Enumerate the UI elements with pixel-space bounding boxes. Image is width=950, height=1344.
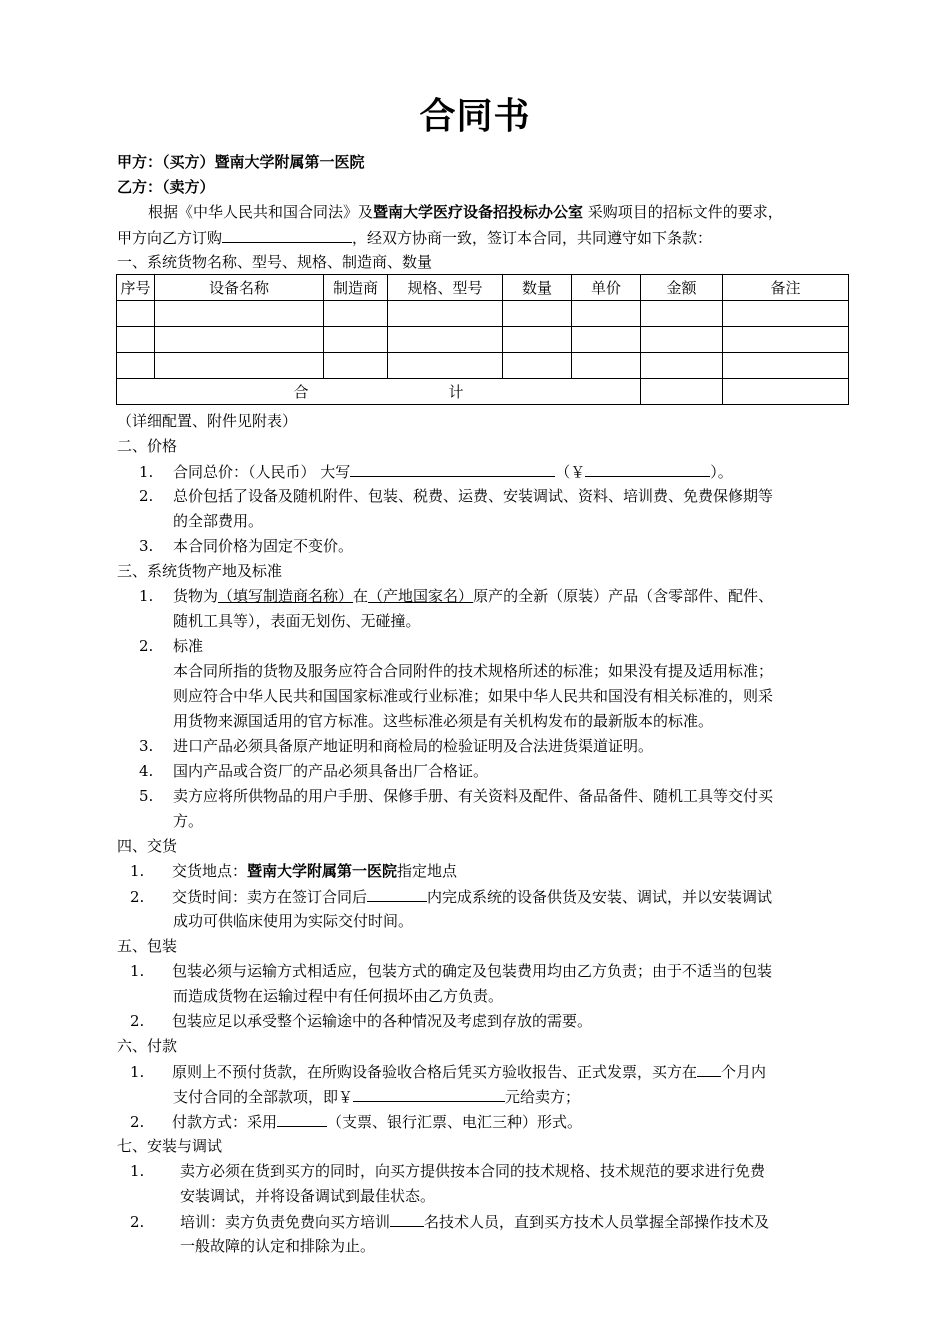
price-item-2: 2. 总价包括了设备及随机附件、包装、税费、运费、安装调试、资料、培训费、免费保修期等	[139, 487, 774, 505]
install-item-1-cont: 安装调试，并将设备调试到最佳状态。	[180, 1187, 436, 1205]
payment-amount-blank	[353, 1086, 505, 1102]
packing-item-2: 2. 包装应足以承受整个运输途中的各种情况及考虑到存放的需要。	[130, 1012, 593, 1030]
origin-item-2: 2. 标准	[139, 637, 204, 655]
intro-line-1: 根据《中华人民共和国合同法》及暨南大学医疗设备招投标办公室 采购项目的招标文件的要求，	[148, 203, 783, 221]
trainees-blank	[390, 1211, 424, 1227]
origin-item-4: 4. 国内产品或合资厂的产品必须具备出厂合格证。	[139, 762, 489, 780]
column-header: 制造商	[324, 275, 388, 301]
section-6-heading: 六、付款	[117, 1037, 178, 1055]
page-title: 合同书	[419, 96, 531, 137]
months-blank	[697, 1061, 721, 1077]
section-2-heading: 二、价格	[117, 437, 178, 455]
party-a: 甲方：（买方）暨南大学附属第一医院	[117, 153, 365, 171]
section-1-heading: 一、系统货物名称、型号、规格、制造商、数量	[117, 253, 433, 271]
payment-item-2: 2. 付款方式：采用 （支票、银行汇票、电汇三种）形式。	[130, 1113, 583, 1131]
install-item-2-cont: 一般故障的认定和排除为止。	[180, 1237, 376, 1255]
payment-method-blank	[277, 1111, 327, 1127]
origin-item-3: 3. 进口产品必须具备原产地证明和商检局的检验证明及合法进货渠道证明。	[139, 737, 654, 755]
party-b: 乙方：（卖方）	[117, 178, 215, 196]
table-row	[117, 327, 849, 353]
table-note: （详细配置、附件见附表）	[117, 412, 298, 430]
intro-line-2: 甲方向乙方订购 ，经双方协商一致，签订本合同，共同遵守如下条款：	[117, 229, 713, 247]
payment-item-1-cont: 支付合同的全部款项，即￥ 元给卖方；	[173, 1088, 581, 1106]
section-5-heading: 五、包装	[117, 937, 178, 955]
price-item-1: 1. 合同总价：（人民币） 大写 （￥ ）。	[139, 463, 733, 481]
price-item-2-cont: 的全部费用。	[173, 512, 264, 530]
section-7-heading: 七、安装与调试	[117, 1137, 223, 1155]
origin-item-1: 1. 货物为（填写制造商名称）在（产地国家名）原产的全新（原装）产品（含零部件、配件、	[139, 587, 774, 605]
delivery-item-1: 1. 交货地点：暨南大学附属第一医院指定地点	[130, 862, 458, 880]
amount-words-blank	[350, 461, 555, 477]
amount-number-blank	[585, 461, 710, 477]
section-4-heading: 四、交货	[117, 837, 178, 855]
table-total-row	[117, 379, 849, 405]
column-header: 备注	[723, 275, 849, 301]
table-row	[117, 301, 849, 327]
price-item-3: 3. 本合同价格为固定不变价。	[139, 537, 354, 555]
standard-line-1: 本合同所指的货物及服务应符合合同附件的技术规格所述的标准；如果没有提及适用标准；	[173, 662, 774, 680]
column-header: 规格、型号	[388, 275, 503, 301]
delivery-item-2-cont: 成功可供临床使用为实际交付时间。	[173, 912, 414, 930]
column-header: 序号	[117, 275, 155, 301]
packing-item-1-cont: 而造成货物在运输过程中有任何损坏由乙方负责。	[173, 987, 504, 1005]
install-item-1: 1. 卖方必须在货到买方的同时，向买方提供按本合同的技术规格、技术规范的要求进行免费	[130, 1162, 766, 1180]
payment-item-1: 1. 原则上不预付货款，在所购设备验收合格后凭买方验收报告、正式发票，买方在 个月内	[130, 1063, 767, 1081]
column-header: 数量	[503, 275, 572, 301]
order-blank	[222, 227, 352, 243]
column-header: 单价	[572, 275, 641, 301]
origin-item-5-cont: 方。	[173, 812, 204, 830]
column-header: 金额	[641, 275, 723, 301]
goods-table	[116, 274, 849, 405]
delivery-days-blank	[367, 886, 427, 902]
total-label: 合 计	[117, 379, 641, 405]
standard-line-3: 用货物来源国适用的官方标准。这些标准必须是有关机构发布的最新版本的标准。	[173, 712, 714, 730]
packing-item-1: 1. 包装必须与运输方式相适应，包装方式的确定及包装费用均由乙方负责；由于不适当的包装	[130, 962, 773, 980]
origin-item-5: 5. 卖方应将所供物品的用户手册、保修手册、有关资料及配件、备品备件、随机工具等交付买	[139, 787, 774, 805]
install-item-2: 2. 培训：卖方负责免费向买方培训 名技术人员，直到买方技术人员掌握全部操作技术及	[130, 1213, 770, 1231]
origin-item-1-cont: 随机工具等），表面无划伤、无碰撞。	[173, 612, 421, 630]
table-row	[117, 353, 849, 379]
section-3-heading: 三、系统货物产地及标准	[117, 562, 283, 580]
standard-line-2: 则应符合中华人民共和国国家标准或行业标准；如果中华人民共和国没有相关标准的，则采	[173, 687, 774, 705]
column-header: 设备名称	[155, 275, 324, 301]
table-header-row	[117, 275, 849, 301]
delivery-item-2: 2. 交货时间：卖方在签订合同后 内完成系统的设备供货及安装、调试，并以安装调试	[130, 888, 773, 906]
